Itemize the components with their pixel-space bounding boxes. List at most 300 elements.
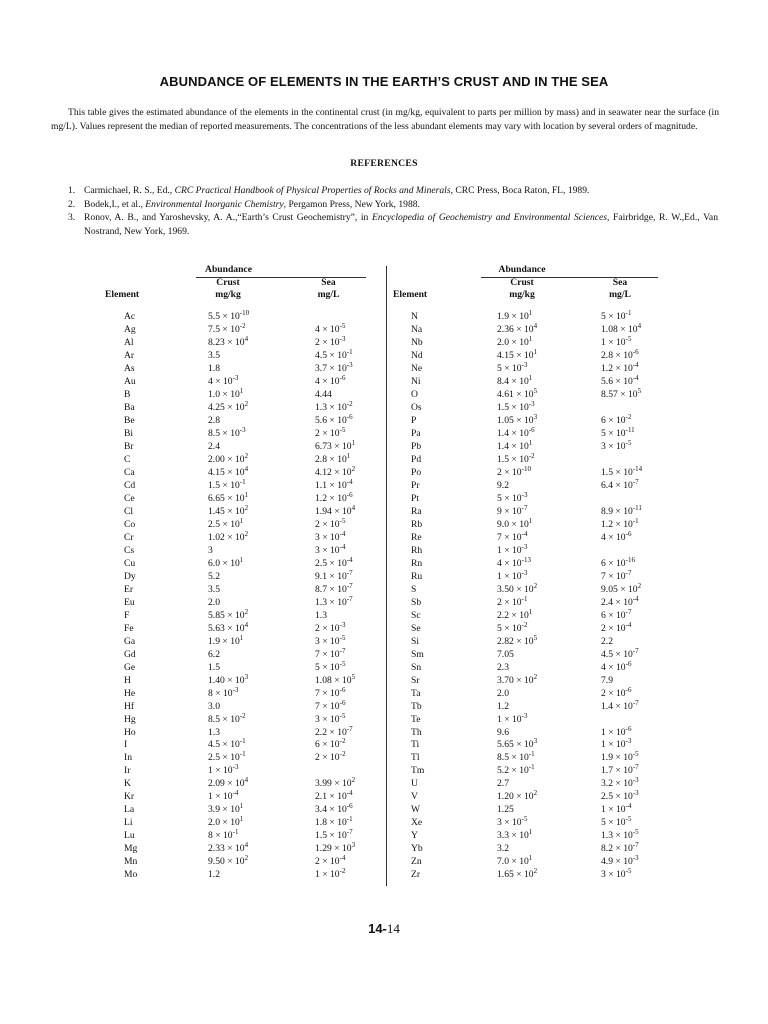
element-symbol: Sb [411, 596, 422, 608]
element-symbol: Pt [411, 492, 420, 504]
table-row [393, 321, 658, 337]
element-symbol: Ge [124, 661, 136, 673]
element-symbol: Nd [411, 349, 423, 361]
table-row [101, 739, 366, 752]
crust-value: $1.02 \times 10^2$ [208, 529, 249, 543]
element-symbol: W [411, 804, 421, 816]
crust-value: $8 \times 10^{-3}$ [208, 685, 239, 699]
sea-value: $7 \times 10^{-6}$ [315, 698, 346, 712]
crust-value: $8.5 \times 10^{-1}$ [497, 750, 535, 764]
crust-value: $2.82 \times 10^5$ [497, 633, 538, 647]
abundance-table-right [393, 262, 658, 881]
table-row [393, 659, 658, 675]
element-symbol: Co [124, 518, 136, 530]
element-symbol: Ga [124, 635, 136, 647]
crust-value: 1.8 [208, 362, 220, 374]
table-body [101, 311, 366, 882]
element-symbol: Lu [124, 830, 135, 842]
sea-value: $7 \times 10^{-6}$ [315, 685, 346, 699]
reference-item [68, 198, 718, 212]
intro-paragraph: This table gives the estimated abundance of the elements in the continental crust (in mg/kg, equivalent to parts per million by mass) and in seawater near the surface (in mg/L). Values represent the median of reported measurements. The concentrations of the less abundant elements may vary with location by several orders of magnitude. [51, 107, 719, 132]
crust-value: $4.15 \times 10^1$ [497, 347, 538, 361]
sea-value: $2 \times 10^{-6}$ [601, 685, 632, 699]
element-symbol: I [124, 739, 128, 751]
sea-value: $1.3 \times 10^{-5}$ [601, 828, 639, 842]
crust-value: $5 \times 10^{-3}$ [497, 360, 528, 374]
element-symbol: Ni [411, 375, 421, 387]
table-row [393, 765, 658, 778]
table-row [393, 438, 658, 454]
element-symbol: Rn [411, 557, 423, 569]
element-symbol: La [124, 804, 135, 816]
crust-value: 3.2 [497, 843, 509, 855]
crust-value: $2.33 \times 10^4$ [208, 841, 249, 855]
sea-value: $2.5 \times 10^{-3}$ [601, 789, 639, 803]
table-row [101, 503, 366, 519]
table-row [393, 752, 658, 765]
crust-value: $1.9 \times 10^1$ [208, 633, 244, 647]
element-symbol: As [124, 362, 135, 374]
table-row [393, 817, 658, 830]
table-row [101, 477, 366, 493]
sea-value: $1.94 \times 10^4$ [315, 503, 356, 517]
crust-value: 9.6 [497, 726, 509, 738]
sea-value: $5 \times 10^{-5}$ [315, 659, 346, 673]
element-symbol: Ir [124, 765, 131, 777]
crust-value: $7.0 \times 10^1$ [497, 854, 533, 868]
sea-value: $2 \times 10^{-5}$ [315, 425, 346, 439]
table-row [101, 843, 366, 856]
table-row [393, 334, 658, 350]
table-row [101, 373, 366, 389]
sea-value: $2 \times 10^{-4}$ [601, 620, 632, 634]
element-symbol: Pd [411, 453, 422, 465]
sea-value: $3 \times 10^{-4}$ [315, 529, 346, 543]
crust-value: 3.5 [208, 583, 220, 595]
element-symbol: Kr [124, 791, 135, 803]
sea-value: $2 \times 10^{-2}$ [315, 750, 346, 764]
sea-value: $1 \times 10^{-6}$ [601, 724, 632, 738]
references-heading: REFERENCES [350, 158, 418, 169]
sea-value: $5 \times 10^{-1}$ [601, 309, 632, 322]
table-row [101, 620, 366, 636]
table-row [101, 451, 366, 467]
sea-value: $1 \times 10^{-2}$ [315, 867, 346, 881]
table-row [393, 568, 658, 584]
crust-column-heading: Crust mg/kg [215, 277, 241, 300]
element-symbol: Rb [411, 518, 423, 530]
element-column-heading: Element [105, 289, 140, 300]
element-symbol: Nb [411, 336, 423, 348]
sea-value: 2.2 [601, 635, 613, 647]
element-symbol: Na [411, 323, 423, 335]
crust-value: $3 \times 10^{-5}$ [497, 815, 528, 829]
table-row [393, 373, 658, 389]
element-symbol: Cu [124, 557, 136, 569]
table-row [101, 607, 366, 623]
table-row [393, 739, 658, 752]
element-symbol: Re [411, 531, 422, 543]
table-row [393, 311, 658, 324]
references-list [68, 184, 718, 238]
crust-value: 9.2 [497, 479, 509, 491]
sea-value: $2 \times 10^{-3}$ [315, 620, 346, 634]
table-row [101, 724, 366, 740]
sea-value: $8.9 \times 10^{-11}$ [601, 503, 642, 517]
sea-value: $1.2 \times 10^{-4}$ [601, 360, 639, 374]
table-row [101, 464, 366, 480]
element-column-heading: Element [393, 289, 428, 300]
crust-value: $5 \times 10^{-2}$ [497, 620, 528, 634]
table-row [393, 646, 658, 662]
crust-value: $6.0 \times 10^1$ [208, 555, 244, 569]
sea-value: $3.2 \times 10^{-3}$ [601, 776, 639, 790]
sea-value: $1.4 \times 10^{-7}$ [601, 698, 639, 712]
column-divider [386, 266, 387, 886]
table-row [393, 830, 658, 843]
sea-value: $3 \times 10^{-5}$ [315, 711, 346, 725]
table-row [101, 490, 366, 506]
table-row [393, 620, 658, 636]
crust-value: $7.5 \times 10^{-2}$ [208, 321, 246, 335]
crust-value: $4.15 \times 10^4$ [208, 464, 249, 478]
sea-value: $4.9 \times 10^{-3}$ [601, 854, 639, 868]
sea-value: $1.08 \times 10^4$ [601, 321, 642, 335]
reference-number: 3. [68, 212, 76, 223]
crust-value: $2.00 \times 10^2$ [208, 451, 249, 465]
element-symbol: Th [411, 726, 422, 738]
element-symbol: Ac [124, 311, 136, 322]
element-symbol: Br [124, 440, 134, 452]
table-row [393, 399, 658, 415]
table-row [101, 646, 366, 662]
sea-value: $8.57 \times 10^5$ [601, 386, 642, 400]
sea-value: $8.7 \times 10^{-7}$ [315, 581, 353, 595]
table-row [393, 386, 658, 402]
table-row [393, 360, 658, 376]
element-symbol: Mo [124, 869, 138, 881]
table-row [393, 791, 658, 804]
sea-value: $5.6 \times 10^{-6}$ [315, 412, 353, 426]
table-row [101, 856, 366, 869]
sea-value: $1.3 \times 10^{-7}$ [315, 594, 353, 608]
element-symbol: Sc [411, 609, 421, 621]
element-symbol: Sn [411, 661, 422, 673]
element-symbol: S [411, 583, 417, 595]
crust-value: $2.5 \times 10^{-1}$ [208, 750, 246, 764]
sea-value: $7 \times 10^{-7}$ [315, 646, 346, 660]
sea-value: $1 \times 10^{-4}$ [601, 802, 632, 816]
table-row [101, 347, 366, 363]
element-symbol: Rh [411, 544, 423, 556]
abundance-table-left [101, 262, 366, 881]
crust-value: $5.63 \times 10^4$ [208, 620, 249, 634]
element-symbol: Po [411, 466, 422, 478]
sea-value: $6 \times 10^{-7}$ [601, 607, 632, 621]
sea-value: $2 \times 10^{-5}$ [315, 516, 346, 530]
table-row [393, 843, 658, 856]
abundance-heading: Abundance [498, 264, 546, 275]
sea-value: $4 \times 10^{-6}$ [601, 659, 632, 673]
sea-value: $6 \times 10^{-16}$ [601, 555, 635, 569]
crust-value: $5.85 \times 10^2$ [208, 607, 249, 621]
crust-value: $5 \times 10^{-3}$ [497, 490, 528, 504]
sea-value: $2.8 \times 10^1$ [315, 451, 351, 465]
crust-value: 2.0 [497, 687, 509, 699]
abundance-heading: Abundance [205, 264, 252, 275]
page-number: 14-14 [368, 921, 400, 936]
element-symbol: Ti [411, 739, 420, 751]
element-symbol: P [411, 414, 417, 426]
crust-value: $3.3 \times 10^1$ [497, 828, 533, 842]
table-row [101, 399, 366, 415]
crust-value: $1 \times 10^{-3}$ [208, 763, 239, 777]
element-symbol: Ce [124, 492, 135, 504]
table-row [393, 412, 658, 428]
table-row [393, 503, 658, 519]
crust-value: $3.9 \times 10^1$ [208, 802, 244, 816]
crust-value: $1.9 \times 10^1$ [497, 309, 533, 322]
table-row [393, 685, 658, 701]
element-symbol: C [124, 453, 131, 465]
crust-value: $7 \times 10^{-4}$ [497, 529, 528, 543]
element-symbol: N [411, 311, 418, 322]
crust-value: $2 \times 10^{-1}$ [497, 594, 528, 608]
table-row [101, 869, 366, 882]
element-symbol: Zr [411, 869, 421, 881]
crust-value: $8.5 \times 10^{-2}$ [208, 711, 246, 725]
sea-value: $1.8 \times 10^{-1}$ [315, 815, 353, 829]
table-header [393, 262, 658, 308]
crust-value: $4 \times 10^{-13}$ [497, 555, 531, 569]
sea-value: $1.29 \times 10^3$ [315, 841, 356, 855]
table-row [101, 804, 366, 817]
crust-value: $1.65 \times 10^2$ [497, 867, 538, 881]
crust-value: $1.5 \times 10^{-1}$ [208, 477, 246, 491]
sea-value: $1.08 \times 10^5$ [315, 672, 356, 686]
sea-value: $1.7 \times 10^{-7}$ [601, 763, 639, 777]
crust-value: $8.23 \times 10^4$ [208, 334, 249, 348]
sea-value: $9.1 \times 10^{-7}$ [315, 568, 353, 582]
crust-value: $1.0 \times 10^1$ [208, 386, 244, 400]
element-symbol: Os [411, 401, 422, 413]
crust-value: $1.5 \times 10^{-2}$ [497, 451, 535, 465]
element-symbol: F [124, 609, 130, 621]
sea-value: $4.5 \times 10^{-1}$ [315, 347, 353, 361]
table-row [393, 425, 658, 441]
crust-value: $2.09 \times 10^4$ [208, 776, 249, 790]
table-row [101, 386, 366, 402]
element-symbol: Tl [411, 752, 420, 764]
crust-value: 2.8 [208, 414, 220, 426]
sea-value: $3 \times 10^{-4}$ [315, 542, 346, 556]
table-row [101, 633, 366, 649]
element-symbol: Ta [411, 687, 421, 699]
table-row [101, 311, 366, 324]
sea-value: 4.44 [315, 388, 332, 400]
crust-value: $4.5 \times 10^{-1}$ [208, 737, 246, 751]
crust-value: $1.4 \times 10^1$ [497, 438, 533, 452]
element-symbol: Mn [124, 856, 138, 868]
sea-value: $3 \times 10^{-5}$ [601, 438, 632, 452]
element-symbol: Ne [411, 362, 423, 374]
element-symbol: Ru [411, 570, 423, 582]
table-row [101, 321, 366, 337]
crust-value: $3.70 \times 10^2$ [497, 672, 538, 686]
table-row [393, 594, 658, 610]
crust-value: $2.5 \times 10^1$ [208, 516, 244, 530]
element-symbol: Ho [124, 726, 136, 738]
crust-value: 5.2 [208, 570, 220, 582]
sea-value: $7 \times 10^{-7}$ [601, 568, 632, 582]
sea-value: $3.99 \times 10^2$ [315, 776, 356, 790]
element-symbol: Ar [124, 349, 135, 361]
table-row [101, 830, 366, 843]
sea-value: 7.9 [601, 674, 613, 686]
crust-value: $8 \times 10^{-1}$ [208, 828, 239, 842]
sea-value: $1.1 \times 10^{-4}$ [315, 477, 353, 491]
sea-value: $3.4 \times 10^{-6}$ [315, 802, 353, 816]
crust-value: $1.45 \times 10^2$ [208, 503, 249, 517]
element-symbol: U [411, 778, 418, 790]
element-symbol: Be [124, 414, 135, 426]
sea-value: $2 \times 10^{-3}$ [315, 334, 346, 348]
crust-value: $2.36 \times 10^4$ [497, 321, 538, 335]
element-symbol: Hf [124, 700, 135, 712]
crust-value: 3 [208, 544, 213, 556]
element-symbol: Eu [124, 596, 135, 608]
sea-value: $1.9 \times 10^{-5}$ [601, 750, 639, 764]
table-row [393, 778, 658, 791]
crust-value: $2 \times 10^{-10}$ [497, 464, 531, 478]
sea-value: $6 \times 10^{-2}$ [315, 737, 346, 751]
table-row [101, 438, 366, 454]
element-symbol: In [124, 752, 132, 764]
sea-value: $1.5 \times 10^{-7}$ [315, 828, 353, 842]
crust-value: $8.5 \times 10^{-3}$ [208, 425, 246, 439]
sea-value: $3 \times 10^{-5}$ [315, 633, 346, 647]
sea-value: $1.5 \times 10^{-14}$ [601, 464, 643, 478]
element-symbol: Bi [124, 427, 134, 439]
crust-value: 2.0 [208, 596, 220, 608]
crust-value: $8.4 \times 10^1$ [497, 373, 533, 387]
table-row [393, 724, 658, 740]
reference-number: 2. [68, 198, 76, 210]
crust-value: $1.4 \times 10^{-6}$ [497, 425, 535, 439]
sea-value: $4 \times 10^{-6}$ [601, 529, 632, 543]
sea-value: $1 \times 10^{-5}$ [601, 334, 632, 348]
crust-value: $6.65 \times 10^1$ [208, 490, 249, 504]
element-symbol: Zn [411, 856, 422, 868]
sea-value: $1.3 \times 10^{-2}$ [315, 399, 353, 413]
element-symbol: Ra [411, 505, 422, 517]
sea-value: $5 \times 10^{-11}$ [601, 425, 635, 439]
element-symbol: Au [124, 375, 136, 387]
sea-value: $5.6 \times 10^{-4}$ [601, 373, 639, 387]
crust-value: $4 \times 10^{-3}$ [208, 373, 239, 387]
table-row [101, 334, 366, 350]
sea-value: $2.1 \times 10^{-4}$ [315, 789, 353, 803]
crust-value: 2.7 [497, 778, 509, 790]
element-symbol: Y [411, 830, 418, 842]
element-symbol: K [124, 778, 131, 790]
element-symbol: Xe [411, 817, 423, 829]
crust-value: $5.65 \times 10^3$ [497, 737, 538, 751]
table-row [393, 464, 658, 480]
table-row [101, 594, 366, 610]
reference-text: Ronov, A. B., and Yaroshevsky, A. A.,“Earth’s Crust Geochemistry”, in Encyclopedia of Geochemistry and Environmental Sciences, Fairbridge, R. W.,Ed., Van Nostrand, New York, 1969. [84, 212, 718, 237]
crust-value: 3.0 [208, 700, 220, 712]
element-symbol: Si [411, 635, 420, 647]
table-row [101, 568, 366, 584]
table-row [101, 711, 366, 727]
table-row [101, 412, 366, 428]
element-symbol: V [411, 791, 418, 803]
crust-value: 1.5 [208, 661, 220, 673]
element-symbol: Yb [411, 843, 423, 855]
element-symbol: Hg [124, 713, 136, 725]
crust-value: $9.50 \times 10^2$ [208, 854, 249, 868]
sea-value: $1 \times 10^{-3}$ [601, 737, 632, 751]
table-row [393, 672, 658, 688]
crust-value: 3.5 [208, 349, 220, 361]
sea-value: $3 \times 10^{-5}$ [601, 867, 632, 881]
element-symbol: Sm [411, 648, 424, 660]
sea-value: $5 \times 10^{-5}$ [601, 815, 632, 829]
table-row [101, 555, 366, 571]
element-symbol: Pa [411, 427, 421, 439]
crust-value: $1.05 \times 10^3$ [497, 412, 538, 426]
element-symbol: Li [124, 817, 133, 829]
element-symbol: Sr [411, 674, 420, 686]
element-symbol: Tb [411, 700, 422, 712]
crust-value: 1.2 [497, 700, 509, 712]
element-symbol: Cl [124, 505, 134, 517]
table-row [101, 425, 366, 441]
crust-value: 2.3 [497, 661, 509, 673]
crust-value: $9 \times 10^{-7}$ [497, 503, 528, 517]
crust-value: 6.2 [208, 648, 220, 660]
crust-value: $1.40 \times 10^3$ [208, 672, 249, 686]
table-row [101, 685, 366, 701]
sea-value: 1.3 [315, 609, 327, 621]
crust-value: 1.2 [208, 869, 220, 881]
table-row [393, 856, 658, 869]
crust-value: $5.2 \times 10^{-1}$ [497, 763, 535, 777]
element-symbol: Pb [411, 440, 422, 452]
element-symbol: O [411, 388, 418, 400]
table-row [393, 711, 658, 727]
element-symbol: Tm [411, 765, 425, 777]
crust-value: $1 \times 10^{-3}$ [497, 542, 528, 556]
reference-item [68, 184, 718, 198]
element-symbol: Se [411, 622, 421, 634]
crust-value: 2.4 [208, 440, 220, 452]
page-title: ABUNDANCE OF ELEMENTS IN THE EARTH’S CRUST AND IN THE SEA [159, 74, 609, 89]
sea-value: $2.5 \times 10^{-4}$ [315, 555, 353, 569]
crust-value: $2.0 \times 10^1$ [497, 334, 533, 348]
table-row [101, 581, 366, 597]
element-symbol: Gd [124, 648, 136, 660]
crust-value: $9.0 \times 10^1$ [497, 516, 533, 530]
element-symbol: Er [124, 583, 134, 595]
sea-value: $3.7 \times 10^{-3}$ [315, 360, 353, 374]
table-row [101, 529, 366, 545]
crust-value: $2.2 \times 10^1$ [497, 607, 533, 621]
reference-text: Bodek,I., et al., Environmental Inorganic Chemistry, Pergamon Press, New York, 1988. [84, 198, 420, 210]
table-body [393, 311, 658, 882]
reference-number: 1. [68, 185, 76, 196]
